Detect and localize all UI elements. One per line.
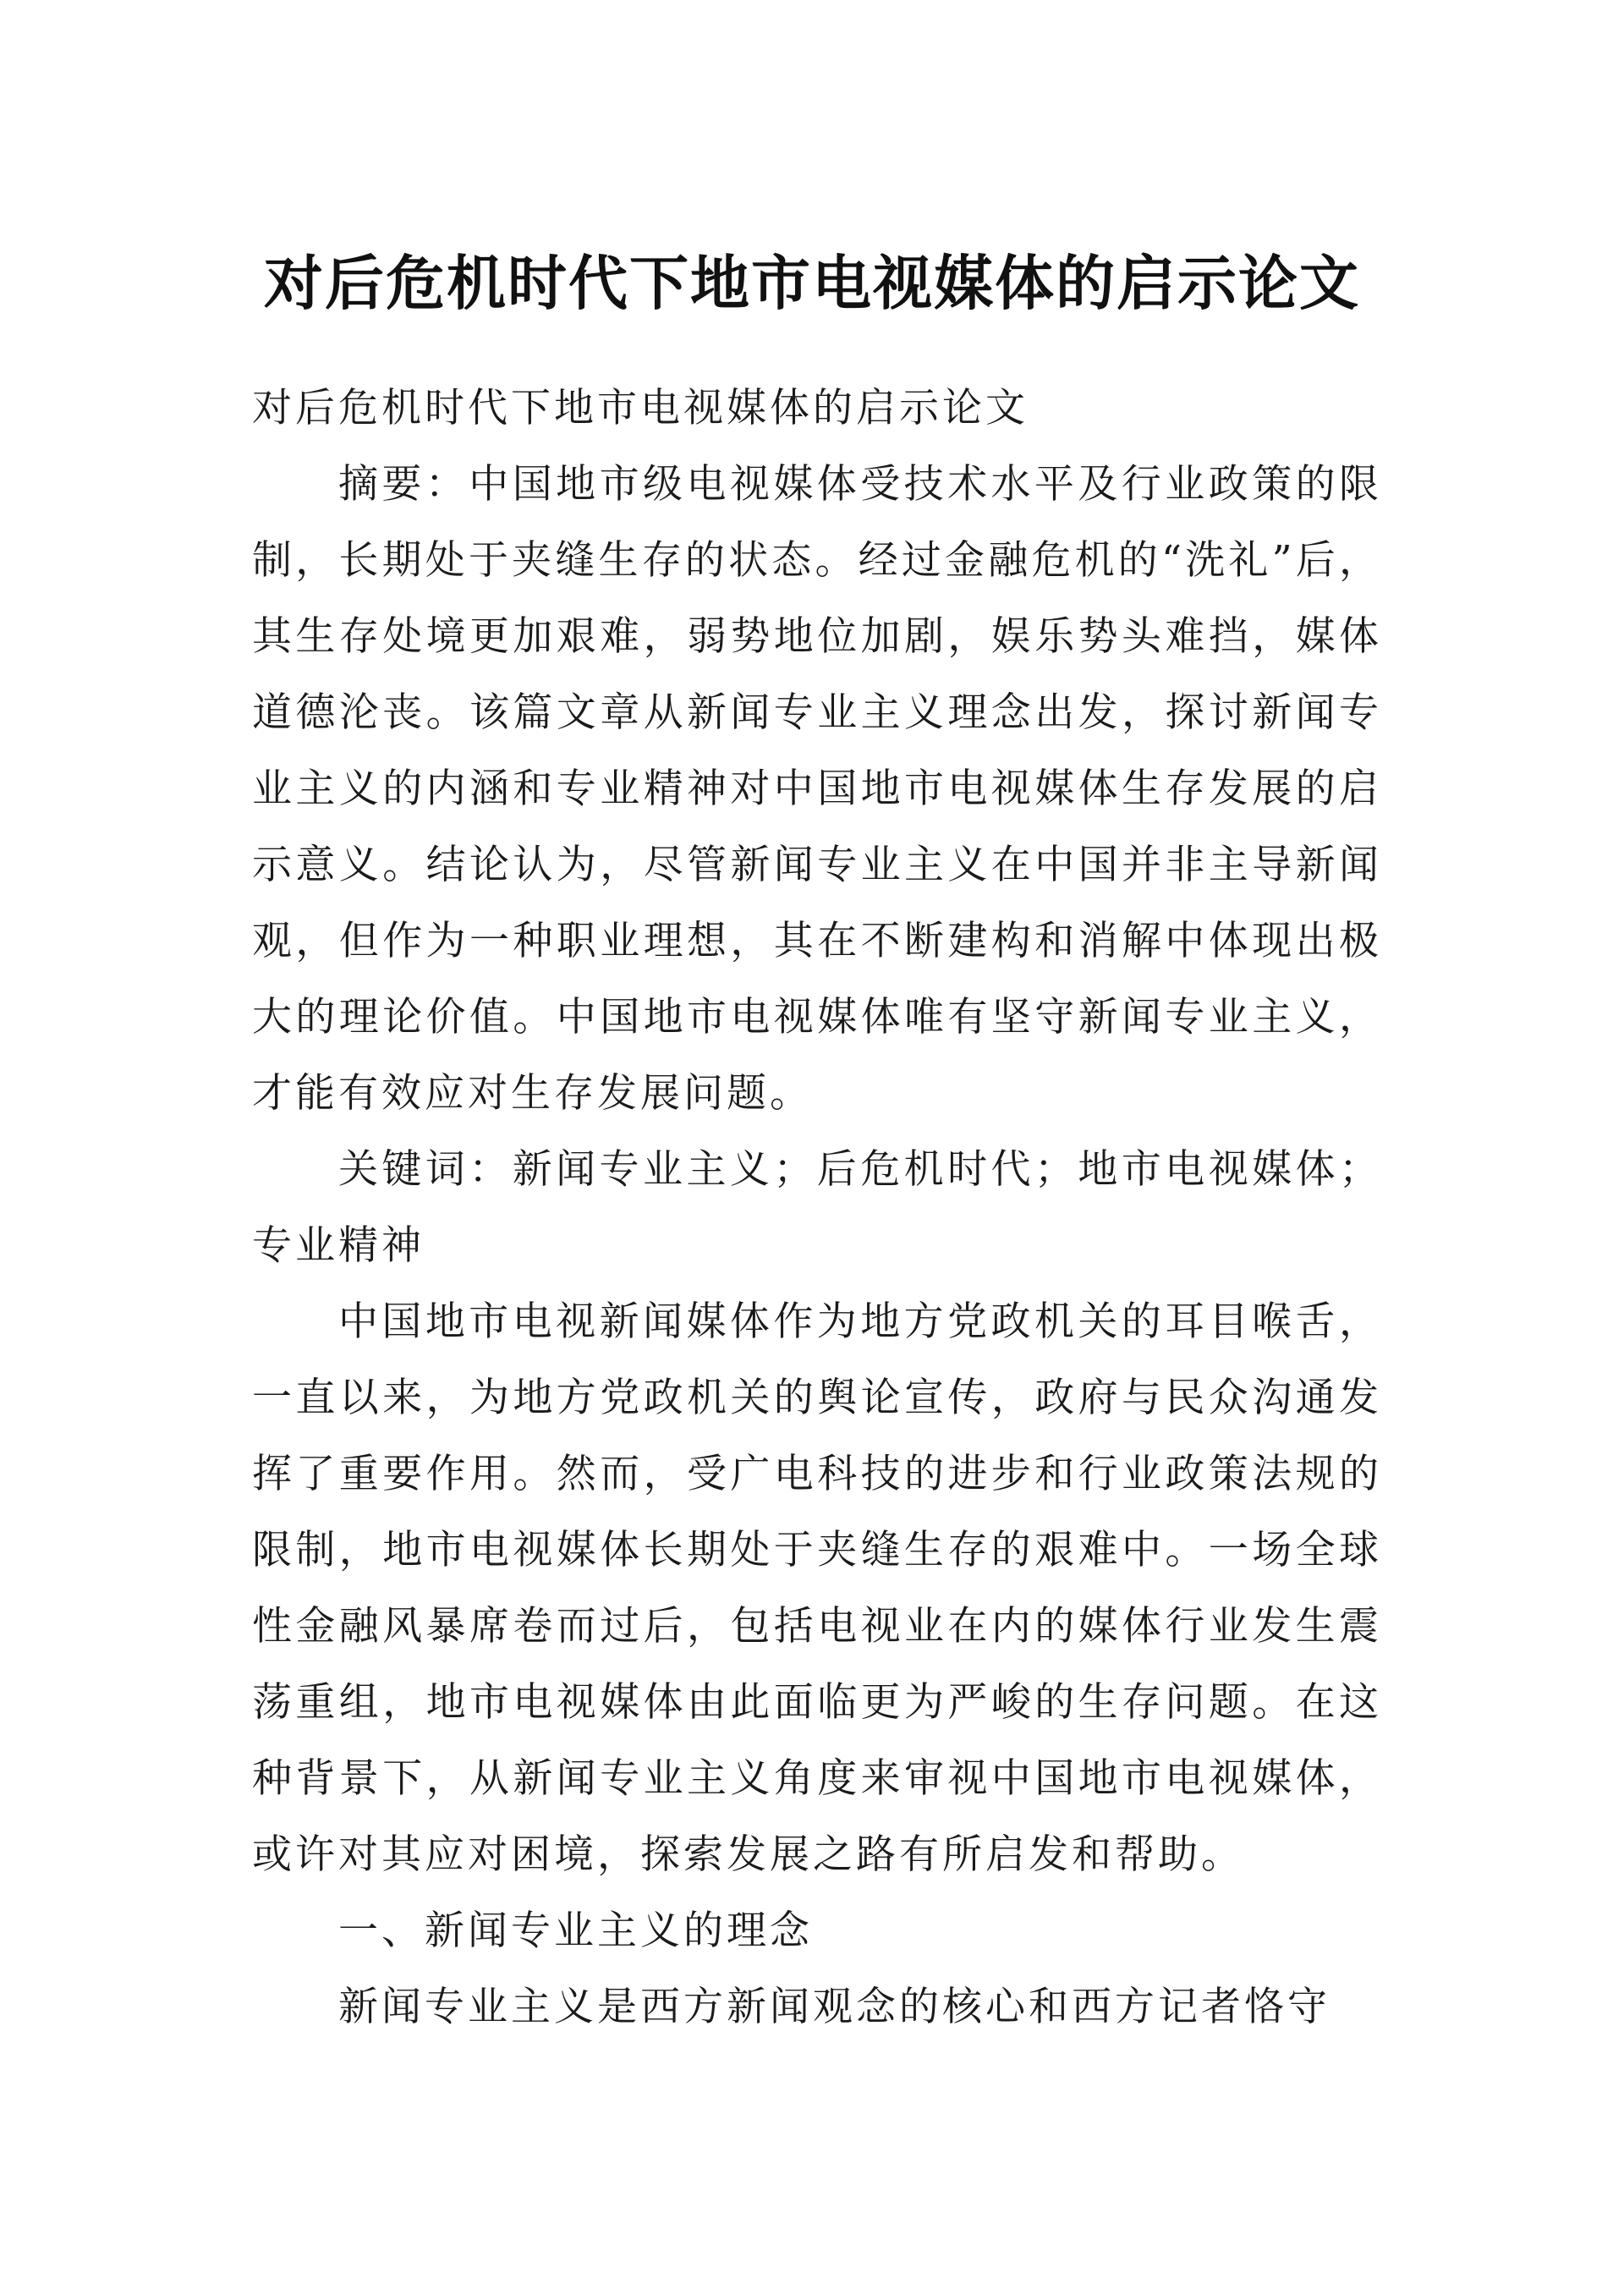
document-body xyxy=(252,371,1382,2045)
document-title: 对后危机时代下地市电视媒体的启示论文 xyxy=(264,248,1360,318)
paragraph-keywords: 关键词：新闻专业主义；后危机时代；地市电视媒体；专业精神 xyxy=(252,1146,1382,1269)
paragraph-repeated-title: 对后危机时代下地市电视媒体的启示论文 xyxy=(252,385,1029,431)
section-heading-1: 一、新闻专业主义的理念 xyxy=(338,1908,813,1954)
paragraph-section-1: 新闻专业主义是西方新闻观念的核心和西方记者恪守 xyxy=(338,1984,1330,2030)
paragraph-introduction: 中国地市电视新闻媒体作为地方党政机关的耳目喉舌，一直以来，为地方党政机关的舆论宣传，政府与民众沟通发挥了重要作用。然而，受广电科技的进步和行业政策法规的限制，地市电视媒体长期处于夹缝生存的艰难中。一场全球性金融风暴席卷而过后，包括电视业在内的媒体行业发生震荡重组，地市电视媒体由此面临更为严峻的生存问题。在这种背景下，从新闻专业主义角度来审视中国地市电视媒体，或许对其应对困境，探索发展之路有所启发和帮助。 xyxy=(252,1298,1382,1878)
paragraph-abstract: 摘要：中国地市级电视媒体受技术水平及行业政策的限制，长期处于夹缝生存的状态。经过金融危机的“洗礼”后，其生存处境更加艰难，弱势地位加剧，娱乐势头难挡，媒体道德沦丧。该篇文章从新闻专业主义理念出发，探讨新闻专业主义的内涵和专业精神对中国地市电视媒体生存发展的启示意义。结论认为，尽管新闻专业主义在中国并非主导新闻观，但作为一种职业理想，其在不断建构和消解中体现出极大的理论价值。中国地市电视媒体唯有坚守新闻专业主义，才能有效应对生存发展问题。 xyxy=(252,461,1382,1117)
